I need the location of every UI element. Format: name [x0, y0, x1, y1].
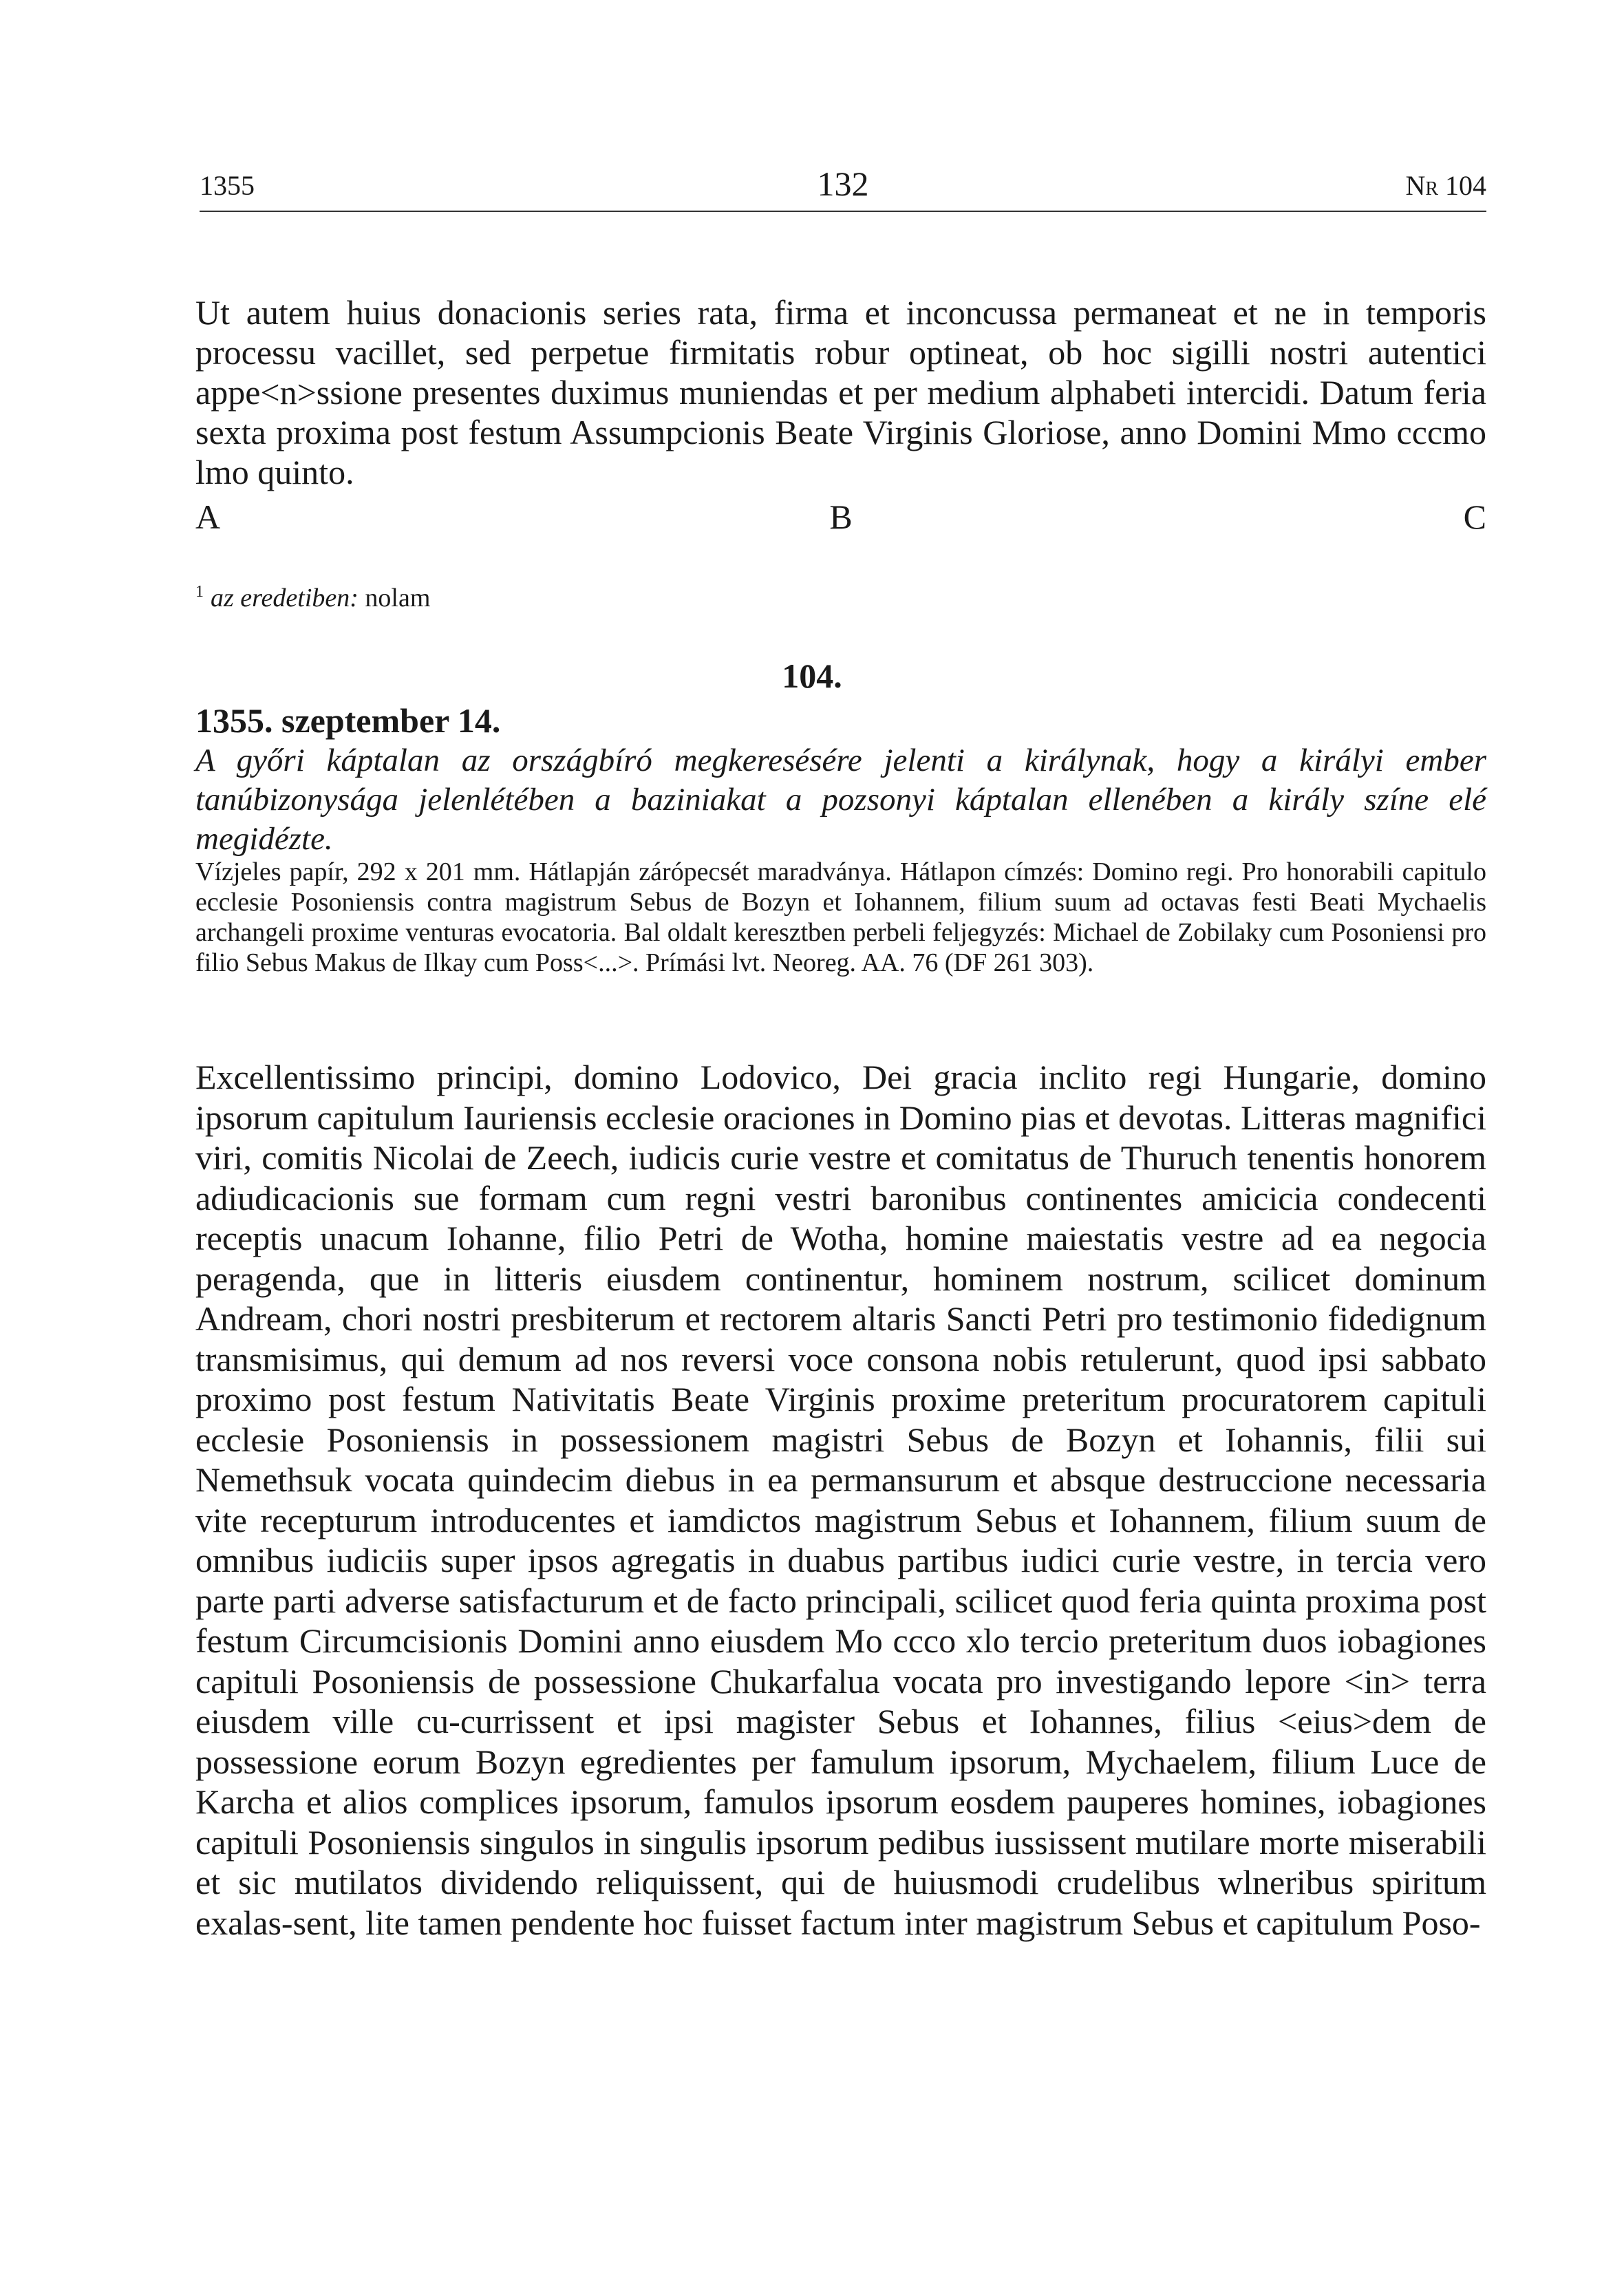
archival-description: Vízjeles papír, 292 x 201 mm. Hátlapján zárópecsét maradványa. Hátlapon címzés: Domino regi. Pro honorabili capitulo ecclesie Posoniensis contra magistrum Sebus de Bozyn et Iohannem, filium suum ad octavas festi Beati Mychaelis archangeli proxime venturas evocatoria. Bal oldalt keresztben perbeli feljegyzés: Michael de Zobilaky cum Posoniensi pro filio Sebus Makus de Ilkay cum Poss<...>. Prímási lvt. Neoreg. AA. 76 (DF 261 303).: [195, 857, 1486, 977]
running-head: [200, 162, 1486, 212]
document-date: 1355. szeptember 14.: [195, 701, 501, 740]
footnote-mark: 1: [195, 583, 204, 601]
chirograph-letters: [195, 497, 1486, 538]
document-number: 104.: [782, 657, 842, 695]
chirograph-letter-a: A: [195, 498, 221, 536]
document-main-text: Excellentissimo principi, domino Lodovico, Dei gracia inclito regi Hungarie, domino ipsorum capitulum Iauriensis ecclesie oraciones in Domino pias et devotas. Litteras magnifici viri, comitis Nicolai de Zeech, iudicis curie vestre et comitatus de Thuruch tenentis honorem adiudicacionis sue formam cum regni vestri baronibus continentes amicicia condecenti receptis unacum Iohanne, filio Petri de Wotha, homine maiestatis vestre ad ea negocia peragenda, que in litteris eiusdem continentur, hominem nostrum, scilicet dominum Andream, chori nostri presbiterum et rectorem altaris Sancti Petri pro testimonio fidedignum transmisimus, qui demum ad nos reversi voce consona nobis retulerunt, quod ipsi sabbato proximo post festum Nativitatis Beate Virginis proxime preteritum procuratorem capituli ecclesie Posoniensis in possessionem magistri Sebus de Bozyn et Iohannis, filii sui Nemethsuk vocata quindecim diebus in ea permansurum et absque destruccione necessaria vite recepturum introducentes et iamdictos magistrum Sebus et Iohannem, filium suum de omnibus iudiciis super ipsos agregatis in duabus partibus iudici curie vestre, in tercia vero parte parti adverse satisfacturum et de facto principali, scilicet quod feria quinta proxima post festum Circumcisionis Domini anno eiusdem Mo ccco xlo tercio preteritum duos iobagiones capituli Posoniensis de possessione Chukarfalua vocata pro investigando lepore <in> terra eiusdem ville cu-currissent et ipsi magister Sebus et Iohannes, filius <eius>dem de possessione eorum Bozyn egredientes per famulum ipsorum, Mychaelem, filium Luce de Karcha et alios complices ipsorum, famulos ipsorum eosdem pauperes homines, iobagiones capituli Posoniensis singulos in singulis ipsorum pedibus iussissent mutilare morte miserabili et sic mutilatos dividendo reliquissent, qui de huiusmodi crudelibus wlneribus spiritum exalas-sent, lite tamen pendente hoc fuisset factum inter magistrum Sebus et capitulum Poso-: [195, 1058, 1486, 1942]
footnote: [195, 577, 430, 613]
chirograph-letter-c: C: [1463, 498, 1486, 536]
document-reference: Nr 104: [1405, 170, 1486, 201]
footnote-label: az eredetiben:: [211, 584, 359, 612]
preceding-document-closing-paragraph: Ut autem huius donacionis series rata, firma et inconcussa permaneat et ne in temporis processu vacillet, sed perpetue firmitatis robur optineat, ob hoc sigilli nostri autentici appe<n>ssione presentes duximus muniendas et per medium alphabeti intercidi. Datum feria sexta proxima post festum Assumpcionis Beate Virginis Gloriose, anno Domini Mmo cccmo lmo quinto.: [195, 293, 1486, 491]
chirograph-letter-b: B: [829, 498, 853, 536]
regesta-summary: A győri káptalan az országbíró megkeresésére jelenti a királynak, hogy a királyi ember tanúbizonysága jelenlétében a baziniakat a pozsonyi káptalan ellenében a király színe elé megidézte.: [195, 743, 1486, 857]
page-number: 132: [817, 164, 869, 203]
footnote-text: nolam: [365, 584, 431, 612]
running-head-year: 1355: [200, 170, 255, 201]
